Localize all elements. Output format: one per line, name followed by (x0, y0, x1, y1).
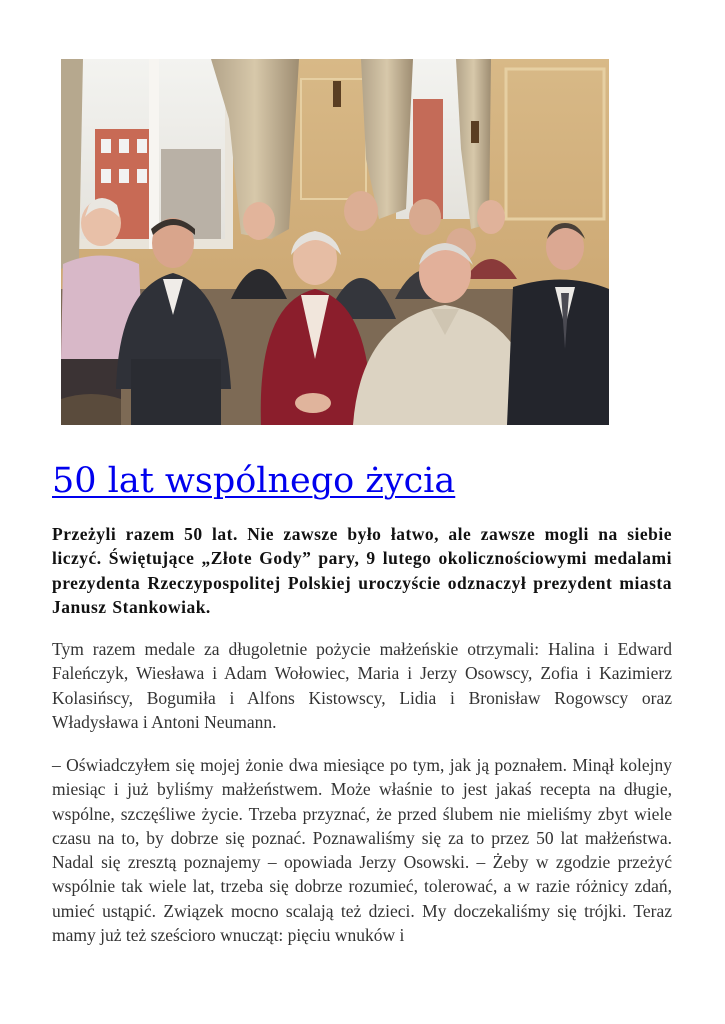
article-paragraph: – Oświadczyłem się mojej żonie dwa miesiące po tym, jak ją poznałem. Minął kolejny miesiąc i już byliśmy małżeństwem. Może właśnie to jest jakaś recepta na długie, wspólne, szczęśliwe życie. Trzeba przyznać, że przed ślubem nie mieliśmy zbyt wiele czasu na to, by dobrze się poznać. Poznawaliśmy się za to przez 50 lat małżeństwa. Nadal się zresztą poznajemy – opowiada Jerzy Osowski. – Żeby w zgodzie przeżyć wspólnie tak wiele lat, trzeba się dobrze rozumieć, tolerować, a w razie różnicy zdań, umieć ustąpić. Związek mocno scalają też dzieci. My doczekaliśmy się trójki. Teraz mamy już też sześcioro wnucząt: pięciu wnuków i (52, 755, 672, 946)
article-title (52, 455, 692, 507)
article-lead: Przeżyli razem 50 lat. Nie zawsze było łatwo, ale zawsze mogli na siebie liczyć. Świętujące „Złote Gody” pary, 9 lutego okolicznościowymi medalami prezydenta Rzeczypospolitej Polskiej uroczyście odznaczył prezydent miasta Janusz Stankowiak. (52, 524, 672, 617)
article-title-link[interactable]: 50 lat wspólnego życia (52, 461, 456, 501)
article-paragraph: Tym razem medale za długoletnie pożycie małżeńskie otrzymali: Halina i Edward Faleńczyk, Wiesława i Adam Wołowiec, Maria i Jerzy Osowscy, Zofia i Kazimierz Kolasińscy, Bogumiła i Alfons Kistowscy, Lidia i Bronisław Rogowscy oraz Władysława i Antoni Neumann. (52, 639, 672, 732)
article-photo (61, 59, 609, 425)
